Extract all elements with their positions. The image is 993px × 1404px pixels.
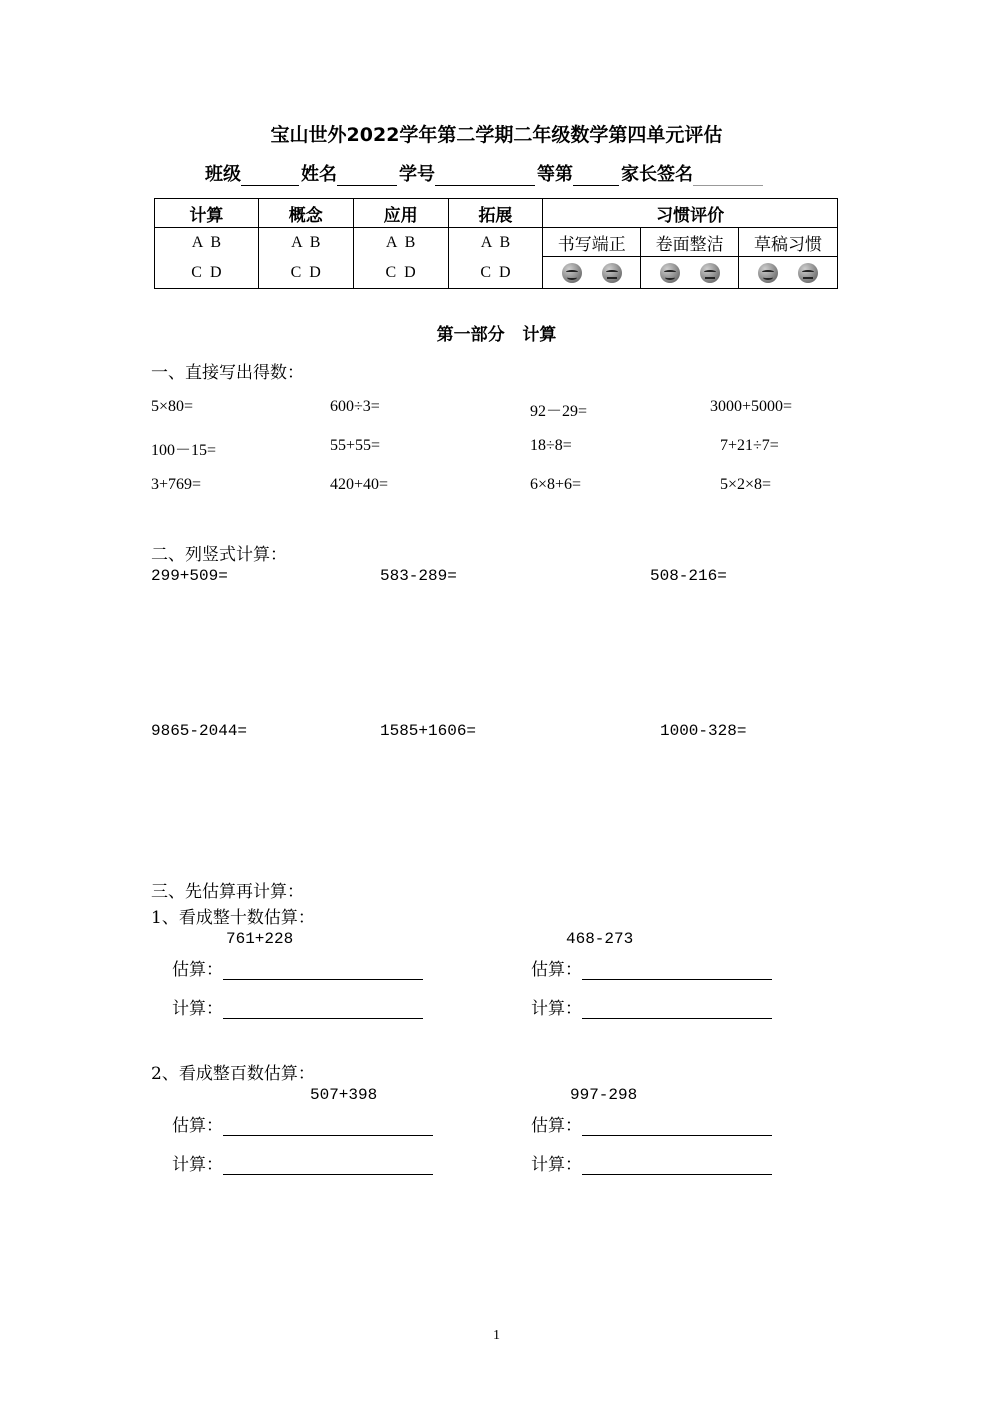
compute-answer-line[interactable] — [223, 1000, 423, 1019]
grade-options-ab: A B — [291, 234, 321, 251]
header-calculation: 计算 — [155, 199, 259, 228]
grade-options-ab: A B — [480, 234, 511, 251]
class-label: 班级 — [205, 164, 241, 185]
estimate-row-2b — [531, 1111, 772, 1136]
number-label: 学号 — [399, 164, 435, 185]
grade-options-ab: A B — [385, 234, 416, 251]
compute-row-2b — [531, 1150, 772, 1175]
header-habit-evaluation: 习惯评价 — [543, 199, 838, 228]
oral-q-5: 100－15= — [151, 442, 217, 459]
class-blank[interactable] — [241, 167, 299, 186]
oral-q-3: 92－29= — [530, 403, 588, 420]
part1-title: 第一部分 计算 — [436, 325, 557, 345]
grade-options-ab: A B — [191, 234, 222, 251]
oral-q-10: 420+40= — [330, 476, 389, 493]
oral-q-4: 3000+5000= — [710, 398, 793, 415]
compute-row-2a — [172, 1150, 433, 1175]
grade-blank[interactable] — [573, 167, 619, 186]
vertical-q-2: 583-289= — [380, 567, 457, 585]
compute-label: 计算： — [531, 999, 582, 1019]
section2-heading: 二、列竖式计算： — [151, 545, 287, 565]
estimate-answer-line[interactable] — [223, 961, 423, 980]
smile-face-icon[interactable] — [660, 263, 680, 283]
estimate-label: 估算： — [531, 1116, 582, 1136]
compute-label: 计算： — [172, 999, 223, 1019]
oral-q-6: 55+55= — [330, 437, 381, 454]
oral-q-1: 5×80= — [151, 398, 194, 415]
oral-q-9: 3+769= — [151, 476, 202, 493]
calculation-grade-options[interactable] — [155, 228, 259, 289]
estimate-row-2a — [172, 1111, 433, 1136]
compute-answer-line[interactable] — [582, 1156, 772, 1175]
neutral-face-icon[interactable] — [700, 263, 720, 283]
parent-signature-blank[interactable] — [693, 167, 763, 186]
neutral-face-icon[interactable] — [798, 263, 818, 283]
compute-label: 计算： — [172, 1155, 223, 1175]
estimate-problem-1: 761+228 — [226, 930, 294, 948]
compute-answer-line[interactable] — [582, 1000, 772, 1019]
estimate-label: 估算： — [531, 960, 582, 980]
application-grade-options[interactable] — [353, 228, 448, 289]
neutral-face-icon[interactable] — [602, 263, 622, 283]
estimate-answer-line[interactable] — [582, 961, 772, 980]
oral-q-2: 600÷3= — [330, 398, 380, 415]
header-application: 应用 — [353, 199, 448, 228]
vertical-q-3: 508-216= — [650, 567, 727, 585]
smile-face-icon[interactable] — [758, 263, 778, 283]
estimate-problem-4: 997-298 — [570, 1086, 638, 1104]
oral-q-7: 18÷8= — [530, 437, 572, 454]
eval-grade-row — [155, 228, 838, 257]
habit-neat-writing: 书写端正 — [543, 228, 641, 257]
grade-label: 等第 — [537, 164, 573, 185]
smile-face-icon[interactable] — [562, 263, 582, 283]
section3-heading: 三、先估算再计算： — [151, 882, 304, 902]
vertical-q-5: 1585+1606= — [380, 722, 477, 740]
concept-grade-options[interactable] — [258, 228, 353, 289]
header-concept: 概念 — [258, 199, 353, 228]
compute-row-1a — [172, 994, 423, 1019]
extension-grade-options[interactable] — [448, 228, 543, 289]
estimate-row-1a — [172, 955, 423, 980]
draft-faces — [739, 257, 838, 289]
grade-options-cd: C D — [480, 264, 511, 281]
grade-options-cd: C D — [385, 264, 416, 281]
vertical-q-1: 299+509= — [151, 567, 228, 585]
habit-clean-paper: 卷面整洁 — [641, 228, 739, 257]
evaluation-table — [154, 198, 838, 289]
number-blank[interactable] — [435, 167, 535, 186]
compute-answer-line[interactable] — [223, 1156, 433, 1175]
header-extension: 拓展 — [448, 199, 543, 228]
parent-signature-label: 家长签名 — [621, 164, 693, 185]
oral-q-11: 6×8+6= — [530, 476, 582, 493]
estimate-row-1b — [531, 955, 772, 980]
estimate-problem-3: 507+398 — [310, 1086, 378, 1104]
section1-heading: 一、直接写出得数： — [151, 363, 304, 383]
section3-sub1-heading: 1、看成整十数估算： — [151, 908, 315, 928]
vertical-q-4: 9865-2044= — [151, 722, 248, 740]
section3-sub2-heading: 2、看成整百数估算： — [151, 1064, 315, 1084]
grade-options-cd: C D — [290, 264, 321, 281]
name-label: 姓名 — [301, 164, 337, 185]
estimate-label: 估算： — [172, 960, 223, 980]
habit-draft: 草稿习惯 — [739, 228, 838, 257]
estimate-answer-line[interactable] — [582, 1117, 772, 1136]
oral-q-12: 5×2×8= — [720, 476, 772, 493]
clean-paper-faces — [641, 257, 739, 289]
page-number: 1 — [493, 1328, 500, 1343]
eval-header-row — [155, 199, 838, 228]
oral-q-8: 7+21÷7= — [720, 437, 779, 454]
neat-writing-faces — [543, 257, 641, 289]
estimate-answer-line[interactable] — [223, 1117, 433, 1136]
grade-options-cd: C D — [191, 264, 222, 281]
estimate-label: 估算： — [172, 1116, 223, 1136]
estimate-problem-2: 468-273 — [566, 930, 634, 948]
student-info-line — [205, 160, 765, 186]
vertical-q-6: 1000-328= — [660, 722, 747, 740]
name-blank[interactable] — [337, 167, 397, 186]
compute-row-1b — [531, 994, 772, 1019]
compute-label: 计算： — [531, 1155, 582, 1175]
page-title: 宝山世外2022学年第二学期二年级数学第四单元评估 — [270, 124, 723, 146]
